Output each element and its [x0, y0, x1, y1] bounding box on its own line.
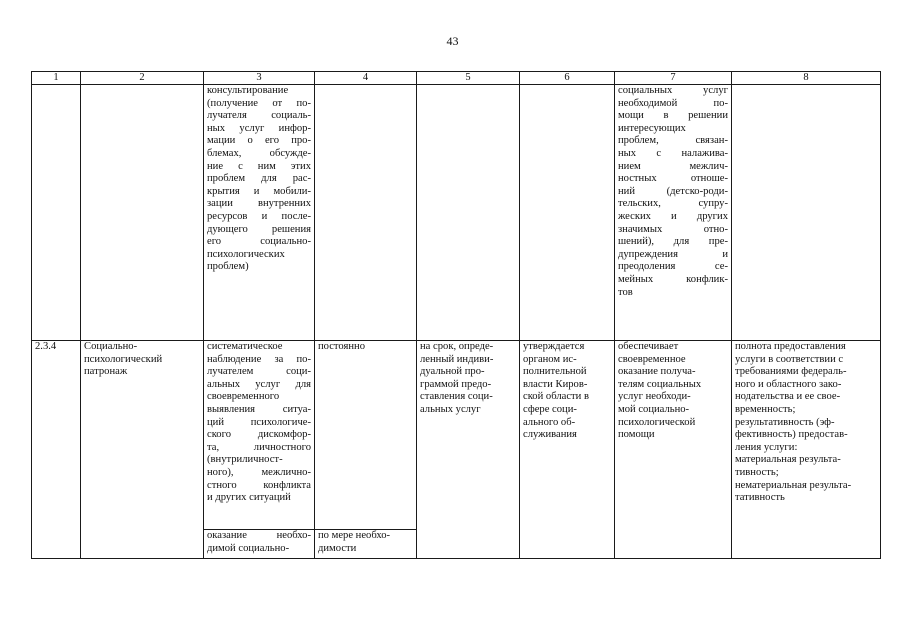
text-line: (внутриличност- — [207, 454, 283, 466]
text-line: нием межлич- — [618, 160, 728, 172]
service-name: Социально- психологический патронаж — [84, 341, 163, 378]
service-term-cell — [417, 341, 520, 559]
text-line: мощи в решении — [618, 110, 728, 122]
text-line: проблем, связан- — [618, 135, 728, 147]
subrow-frequency: по мере необхо- димости — [318, 530, 391, 554]
service-row-2-3-4 — [32, 341, 881, 530]
text-line: значимых отно- — [618, 223, 728, 235]
text-line: консультирование — [207, 85, 289, 96]
text-line: выявления ситуа- — [207, 403, 311, 415]
text-line: жеских и других — [618, 210, 728, 222]
service-approval-cell — [520, 341, 615, 559]
text-line: димой социально- — [207, 542, 290, 554]
counselling-description-cell — [204, 85, 315, 341]
text-line: ных с налажива- — [618, 147, 728, 159]
empty-cell — [417, 85, 520, 341]
service-number: 2.3.4 — [35, 341, 57, 352]
page-number: 43 — [446, 34, 459, 48]
justified-lines — [207, 85, 311, 274]
text-line: наблюдение за по- — [207, 353, 311, 365]
help-description-cell — [615, 85, 732, 341]
column-number-cell: 7 — [615, 72, 732, 85]
service-frequency: постоянно — [318, 341, 366, 352]
column-number-row — [32, 72, 881, 85]
empty-cell — [315, 85, 417, 341]
text-line: и других ситуаций — [207, 492, 291, 504]
column-number-cell: 6 — [520, 72, 615, 85]
text-line: блемах, обсужде- — [207, 147, 311, 159]
text-line: дующего решения — [207, 223, 311, 235]
text-line: систематическое — [207, 341, 283, 352]
text-line: социальных услуг — [618, 85, 728, 96]
text-line: тов — [618, 286, 633, 298]
text-line: лучателя социаль- — [207, 110, 311, 122]
service-conditions: обеспечивает своевременное оказание получа- телям социальных услуг необходи- мой социально- психологической помощи — [618, 341, 702, 441]
text-line: проблем) — [207, 261, 249, 273]
service-approval: утверждается органом ис- полнительной власти Киров- ской области в сфере соци- ального об- служивания — [523, 341, 589, 441]
empty-cell — [32, 85, 81, 341]
justified-lines — [618, 85, 728, 299]
text-line: ского дискомфор- — [207, 429, 311, 441]
text-line: интересующих — [618, 122, 686, 134]
empty-cell — [520, 85, 615, 341]
service-description-cell — [204, 341, 315, 530]
text-line: психологических — [207, 248, 285, 260]
text-line: ций психологиче- — [207, 416, 311, 428]
column-number-cell: 2 — [81, 72, 204, 85]
subrow-frequency-cell — [315, 530, 417, 559]
text-line: альных услуг для — [207, 378, 311, 390]
continuation-row — [32, 85, 881, 341]
text-line: мейных конфлик- — [618, 273, 728, 285]
text-line: своевременного — [207, 391, 280, 403]
text-line: дупреждения и — [618, 248, 728, 260]
text-line: ного), межлично- — [207, 466, 311, 478]
text-line: стного конфликта — [207, 479, 311, 491]
empty-cell — [732, 85, 881, 341]
text-line: проблем для рас- — [207, 173, 311, 185]
text-line: необходимой по- — [618, 97, 728, 109]
text-line: крытия и мобили- — [207, 185, 311, 197]
text-line: его социально- — [207, 236, 311, 248]
column-number-cell: 1 — [32, 72, 81, 85]
text-line: тельских, супру- — [618, 198, 728, 210]
text-line: ностных отноше- — [618, 173, 728, 185]
text-line: ние с ним этих — [207, 160, 311, 172]
subrow-description-cell — [204, 530, 315, 559]
service-term: на срок, опреде- ленный индиви- дуальной про- граммой предо- ставления соци- альных услуг — [420, 341, 494, 415]
column-number-cell: 5 — [417, 72, 520, 85]
column-number-cell: 4 — [315, 72, 417, 85]
justified-lines — [207, 341, 311, 505]
text-line: шений), для пре- — [618, 236, 728, 248]
text-line: зации внутренних — [207, 198, 311, 210]
empty-cell — [81, 85, 204, 341]
text-line: ресурсов и после- — [207, 210, 311, 222]
text-line: (получение от по- — [207, 97, 311, 109]
text-line: мации о его про- — [207, 135, 311, 147]
service-number-cell — [32, 341, 81, 559]
text-line: ных услуг инфор- — [207, 122, 311, 134]
text-line: ний (детско-роди- — [618, 185, 728, 197]
service-quality: полнота предоставления услуги в соответствии с требованиями федераль- ного и областного зако- нодательства и ее свое- временность; результативность (эф- фективность) предостав- ления услуги: материальная результа- тивность; нематериальная результа- тативность — [735, 341, 852, 504]
column-number-cell: 8 — [732, 72, 881, 85]
column-number-cell: 3 — [204, 72, 315, 85]
text-line: оказание необхо- — [207, 530, 311, 541]
text-line: та, личностного — [207, 441, 311, 453]
service-name-cell — [81, 341, 204, 559]
justified-lines — [207, 530, 311, 555]
service-conditions-cell — [615, 341, 732, 559]
service-quality-cell — [732, 341, 881, 559]
service-frequency-cell — [315, 341, 417, 530]
text-line: преодоления се- — [618, 261, 728, 273]
services-table — [31, 71, 881, 559]
text-line: лучателем соци- — [207, 366, 311, 378]
